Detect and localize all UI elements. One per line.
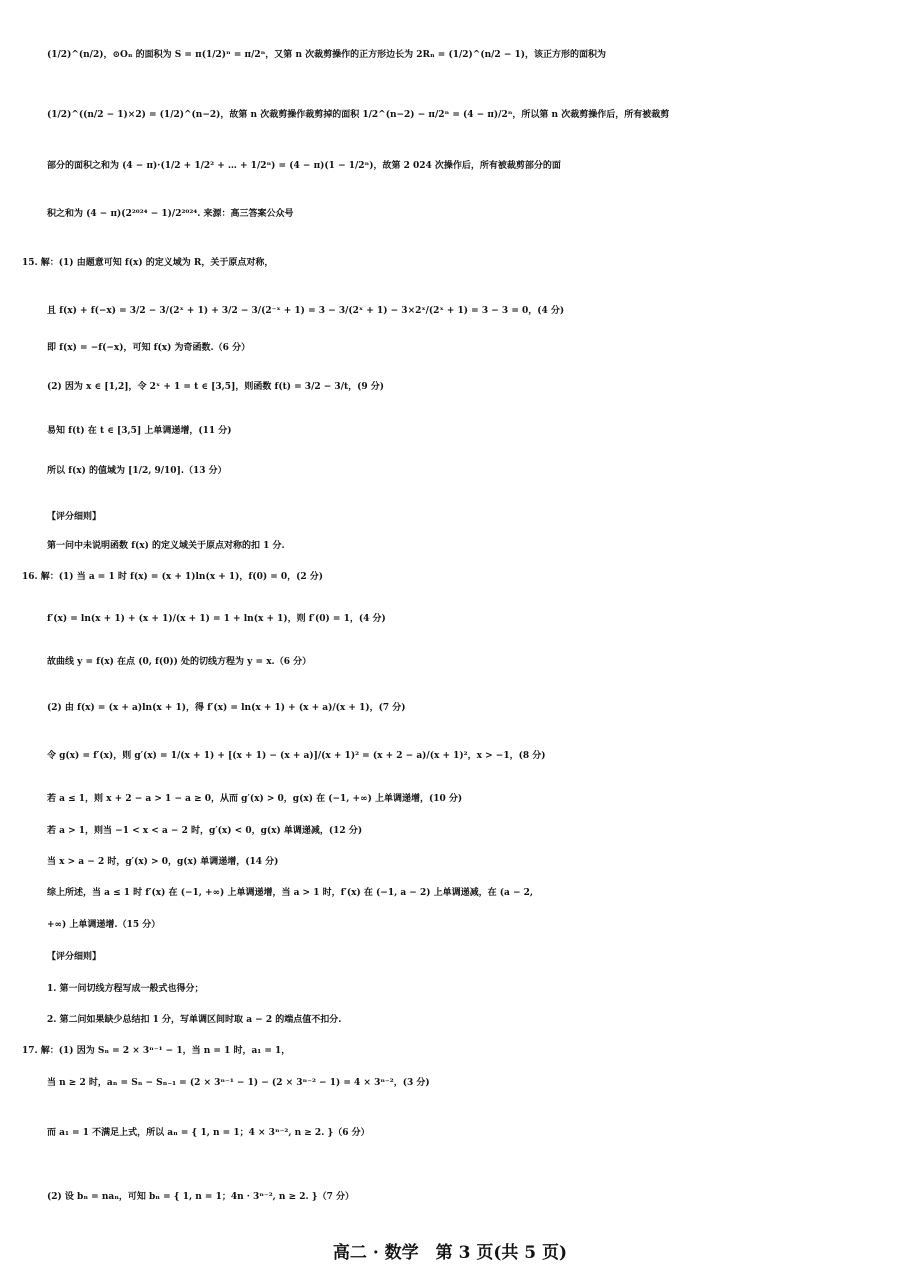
text-line: (1/2)^(n/2)，⊙Oₙ 的面积为 S = π(1/2)ⁿ = π/2ⁿ，又第 n 次裁剪操作的正方形边长为 2Rₙ = (1/2)^(n/2 − 1)，该正方形的面积为 [47, 50, 607, 60]
text-line: (2) 由 f(x) = (x + a)ln(x + 1)，得 f′(x) = ln(x + 1) + (x + a)/(x + 1)，(7 分) [47, 703, 406, 713]
text-line: 1. 第一问切线方程写成一般式也得分； [47, 984, 204, 994]
text-line: (2) 设 bₙ = naₙ，可知 bₙ = { 1, n = 1；4n · 3ⁿ⁻², n ≥ 2. }（7 分） [47, 1192, 354, 1202]
text-line: 所以 f(x) 的值域为 [1/2, 9/10].（13 分） [47, 466, 227, 476]
text-line: 若 a ≤ 1，则 x + 2 − a > 1 − a ≥ 0，从而 g′(x) > 0，g(x) 在 (−1, +∞) 上单调递增，(10 分) [47, 794, 463, 804]
text-line: 易知 f(t) 在 t ∈ [3,5] 上单调递增，(11 分) [47, 426, 232, 436]
text-line: 综上所述，当 a ≤ 1 时 f′(x) 在 (−1, +∞) 上单调递增，当 a > 1 时，f′(x) 在 (−1, a − 2) 上单调递减，在 (a − 2, [47, 888, 534, 898]
text-line: f′(x) = ln(x + 1) + (x + 1)/(x + 1) = 1 + ln(x + 1)，则 f′(0) = 1，(4 分) [47, 614, 386, 624]
text-line: 当 x > a − 2 时，g′(x) > 0，g(x) 单调递增，(14 分) [47, 857, 279, 867]
text-line: 若 a > 1，则当 −1 < x < a − 2 时，g′(x) < 0，g(x) 单调递减，(12 分) [47, 826, 363, 836]
text-line: (2) 因为 x ∈ [1,2]，令 2ˣ + 1 = t ∈ [3,5]，则函数 f(t) = 3/2 − 3/t，(9 分) [47, 382, 385, 392]
text-line: 即 f(x) = −f(−x)，可知 f(x) 为奇函数.（6 分） [47, 343, 251, 353]
section-heading: 【评分细则】 [47, 952, 102, 962]
text-line: 17. 解：(1) 因为 Sₙ = 2 × 3ⁿ⁻¹ − 1，当 n = 1 时，a₁ = 1， [22, 1046, 291, 1056]
page-footer: 高二 · 数学 第 3 页(共 5 页) [332, 1243, 568, 1263]
section-heading: 【评分细则】 [47, 512, 102, 522]
text-line: 当 n ≥ 2 时，aₙ = Sₙ − Sₙ₋₁ = (2 × 3ⁿ⁻¹ − 1) − (2 × 3ⁿ⁻² − 1) = 4 × 3ⁿ⁻²，(3 分) [47, 1078, 430, 1088]
text-line: (1/2)^((n/2 − 1)×2) = (1/2)^(n−2)，故第 n 次裁剪操作裁剪掉的面积 1/2^(n−2) − π/2ⁿ = (4 − π)/2ⁿ，所以第 n 次裁剪操作后，所有被裁剪 [47, 110, 670, 120]
text-line: 第一问中未说明函数 f(x) 的定义域关于原点对称的扣 1 分. [47, 541, 285, 551]
text-line: 积之和为 (4 − π)(2²⁰²⁴ − 1)/2²⁰²⁴. 来源：高三答案公众号 [47, 209, 294, 219]
text-line: 而 a₁ = 1 不满足上式，所以 aₙ = { 1, n = 1；4 × 3ⁿ⁻², n ≥ 2. }（6 分） [47, 1128, 370, 1138]
text-line: 且 f(x) + f(−x) = 3/2 − 3/(2ˣ + 1) + 3/2 − 3/(2⁻ˣ + 1) = 3 − 3/(2ˣ + 1) − 3×2ˣ/(2ˣ + 1) = 3 − 3 = 0，(4 分) [47, 306, 565, 316]
text-line: 部分的面积之和为 (4 − π)·(1/2 + 1/2² + … + 1/2ⁿ) = (4 − π)(1 − 1/2ⁿ)，故第 2 024 次操作后，所有被裁剪部分的面 [47, 161, 561, 171]
text-line: 15. 解：(1) 由题意可知 f(x) 的定义域为 R，关于原点对称， [22, 258, 274, 268]
text-line: 令 g(x) = f′(x)，则 g′(x) = 1/(x + 1) + [(x + 1) − (x + a)]/(x + 1)² = (x + 2 − a)/(x + 1)²，x > −1，(8 分) [47, 751, 546, 761]
text-line: 16. 解：(1) 当 a = 1 时 f(x) = (x + 1)ln(x + 1)，f(0) = 0，(2 分) [22, 572, 324, 582]
text-line: 2. 第二问如果缺少总结扣 1 分，写单调区间时取 a − 2 的端点值不扣分. [47, 1015, 342, 1025]
text-line: 故曲线 y = f(x) 在点 (0, f(0)) 处的切线方程为 y = x.（6 分） [47, 657, 312, 667]
text-line: +∞) 上单调递增.（15 分） [47, 920, 161, 930]
